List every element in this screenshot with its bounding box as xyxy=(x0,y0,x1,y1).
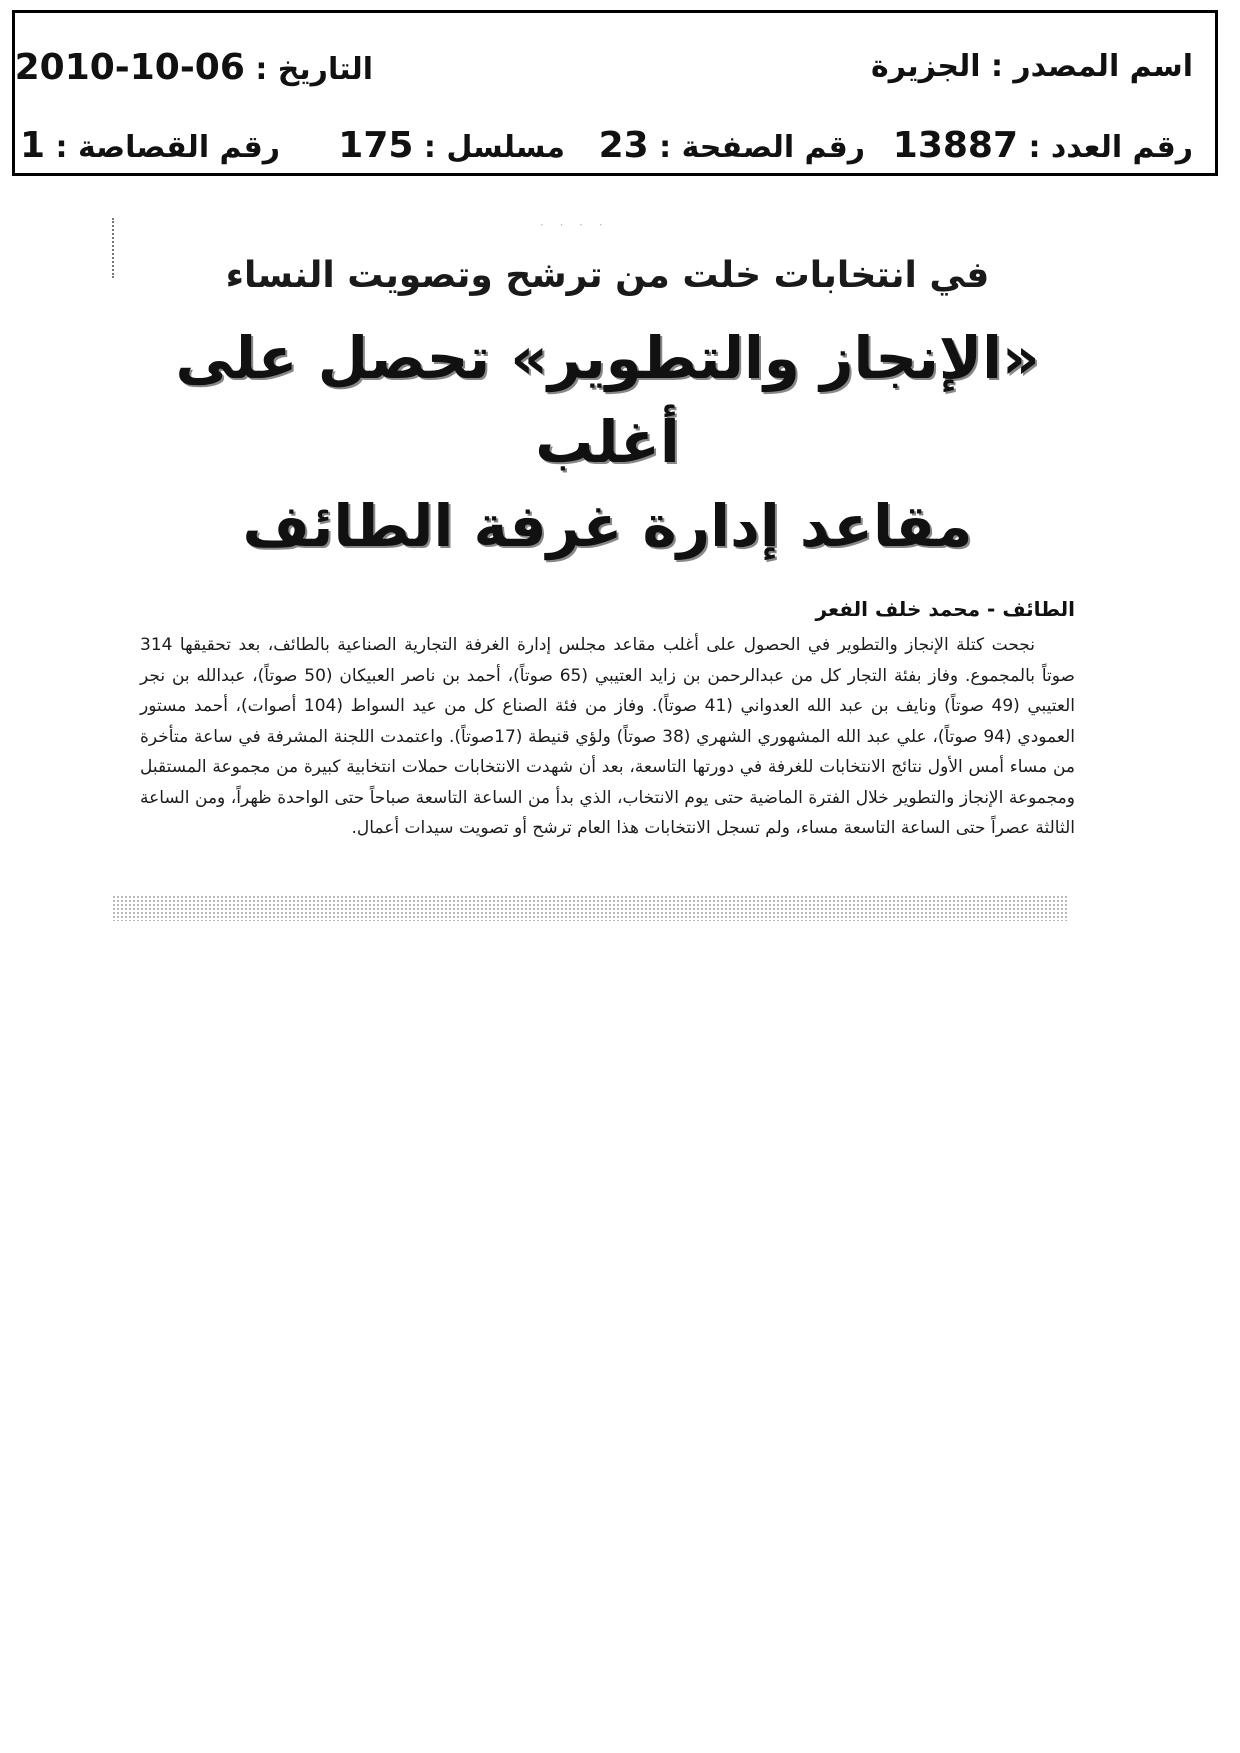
headline-line-2: مقاعد إدارة غرفة الطائف xyxy=(242,492,973,560)
scan-noise: · · · · xyxy=(540,218,609,232)
page-field xyxy=(599,125,865,166)
date-value: 2010-10-06 xyxy=(14,47,245,88)
clip-label: رقم القصاصة : xyxy=(55,130,280,165)
article-body: نجحت كتلة الإنجاز والتطوير في الحصول على أغلب مقاعد مجلس إدارة الغرفة التجارية الصناعية بالطائف، بعد تحقيقها 314 صوتاً بالمجموع. وفاز بفئة التجار كل من عبدالرحمن بن زايد العتيبي (65 صوتاً)، أحمد بن ناصر العبيكان (50 صوتاً)، عبدالله بن نجر العتيبي (49 صوتاً) ونايف بن عبد الله العدواني (41 صوتاً). وفاز من فئة الصناع كل من عيد السواط (104 أصوات)، أحمد مستور العمودي (94 صوتاً)، علي عبد الله المشهوري الشهري (38 صوتاً) ولؤي قنيطة (17صوتاً). واعتمدت اللجنة المشرفة في ساعة متأخرة من مساء أمس الأول نتائج الانتخابات للغرفة في دورتها التاسعة، بعد أن شهدت الانتخابات حملات انتخابية كبيرة من مجموعة المستقبل ومجموعة الإنجاز والتطوير خلال الفترة الماضية حتى يوم الانتخاب، الذي بدأ من الساعة التاسعة صباحاً حتى الواحدة ظهراً، ومن الساعة الثالثة عصراً حتى الساعة التاسعة مساء، ولم تسجل الانتخابات هذا العام ترشح أو تصويت سيدات أعمال. xyxy=(140,635,1076,838)
article xyxy=(140,250,1075,844)
issue-field xyxy=(893,125,1193,166)
issue-value: 13887 xyxy=(892,125,1019,166)
serial-field xyxy=(338,125,565,166)
page-label: رقم الصفحة : xyxy=(659,130,865,165)
halftone-divider xyxy=(112,895,1067,921)
headline-line-1: «الإنجاز والتطوير» تحصل على أغلب xyxy=(175,324,1040,476)
source-field xyxy=(871,49,1193,84)
clipping-info-box xyxy=(12,10,1218,176)
date-label: التاريخ : xyxy=(255,52,373,87)
date-field xyxy=(15,47,373,88)
page-value: 23 xyxy=(598,125,649,166)
source-label: اسم المصدر : xyxy=(990,49,1193,84)
clip-value: 1 xyxy=(20,125,46,166)
column-marker xyxy=(112,218,114,278)
article-byline: الطائف - محمد خلف الفعر xyxy=(815,597,1075,621)
clip-field xyxy=(20,125,280,166)
issue-label: رقم العدد : xyxy=(1028,130,1193,165)
article-supertitle: في انتخابات خلت من ترشح وتصويت النساء xyxy=(225,255,990,296)
serial-value: 175 xyxy=(338,125,414,166)
source-value: الجزيرة xyxy=(871,49,981,84)
serial-label: مسلسل : xyxy=(423,130,565,165)
article-headline xyxy=(140,316,1075,568)
